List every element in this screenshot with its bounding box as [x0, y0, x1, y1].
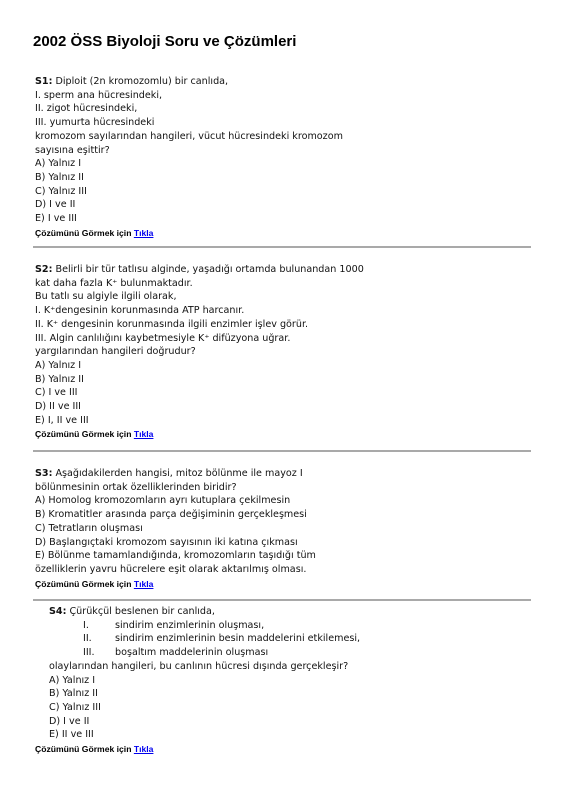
answer-option-d: D) I ve II: [49, 715, 90, 727]
question-4-item-2: II. sindirim enzimlerinin besin maddelerini etkilemesi,: [83, 633, 361, 645]
question-4-question: olaylarından hangileri, bu canlının hücresi dışında gerçekleşir?: [49, 660, 349, 672]
answer-option-a: A) Yalnız I: [49, 674, 96, 686]
answer-option-c: C) Yalnız III: [35, 185, 87, 197]
answer-option-b: B) Yalnız II: [35, 171, 84, 183]
answer-option-b: B) Yalnız II: [35, 373, 84, 385]
answer-option-c: C) I ve III: [35, 387, 78, 399]
question-2-line-4: I. K⁺dengesinin korunmasında ATP harcanır.: [35, 305, 245, 317]
answer-option-b: B) Yalnız II: [49, 688, 98, 700]
question-4-number: S4:: [49, 606, 67, 617]
question-4-item-1: I. sindirim enzimlerinin oluşması,: [83, 619, 265, 631]
answer-option-e: E) I, II ve III: [35, 414, 89, 426]
question-3-line-1: S3: Aşağıdakilerden hangisi, mitoz bölünme ile mayoz I: [35, 468, 303, 479]
divider: [33, 450, 531, 452]
question-1: [35, 75, 343, 239]
divider: [33, 599, 531, 601]
answer-option-d: D) II ve III: [35, 401, 82, 413]
question-3-number: S3:: [35, 468, 53, 479]
question-2-line-2: kat daha fazla K⁺ bulunmaktadır.: [35, 277, 193, 289]
question-2-number: S2:: [35, 264, 53, 275]
answer-option-a: A) Yalnız I: [35, 158, 82, 170]
question-2-line-7: yargılarından hangileri doğrudur?: [35, 346, 196, 358]
question-3: [35, 467, 316, 590]
solution-link[interactable]: Tıkla: [133, 429, 154, 440]
answer-option-e: E) II ve III: [49, 729, 94, 741]
answer-option-b: B) Kromatitler arasında parça değişiminin gerçekleşmesi: [35, 509, 307, 521]
solution-link[interactable]: Tıkla: [133, 744, 154, 755]
question-1-line-2: I. sperm ana hücresindeki,: [35, 89, 163, 101]
question-1-line-1: S1: Diploit (2n kromozomlu) bir canlıda,: [35, 76, 229, 87]
solution-row: Çözümünü Görmek için Tıkla: [35, 227, 154, 238]
answer-option-e: E) I ve III: [35, 213, 77, 225]
question-3-line-2: bölünmesinin ortak özelliklerinden biridir?: [35, 481, 237, 493]
question-2-line-3: Bu tatlı su algiyle ilgili olarak,: [35, 291, 177, 303]
question-2: [35, 263, 364, 440]
question-4: [35, 605, 360, 755]
question-4-item-3: III. boşaltım maddelerinin oluşması: [83, 647, 269, 659]
answer-option-c: C) Yalnız III: [49, 701, 101, 713]
solution-link[interactable]: Tıkla: [133, 578, 154, 589]
question-1-line-6: sayısına eşittir?: [35, 144, 110, 156]
question-1-line-5: kromozom sayılarından hangileri, vücut hücresindeki kromozom: [35, 130, 343, 142]
answer-option-d: D) Başlangıçtaki kromozom sayısının iki katına çıkması: [35, 536, 298, 548]
question-2-line-6: III. Algin canlılığını kaybetmesiyle K⁺ difüzyona uğrar.: [35, 332, 291, 344]
solution-link[interactable]: Tıkla: [133, 227, 154, 238]
page-title: 2002 ÖSS Biyoloji Soru ve Çözümleri: [33, 33, 297, 50]
answer-option-c: C) Tetratların oluşması: [35, 522, 143, 534]
solution-row: Çözümünü Görmek için Tıkla: [35, 429, 154, 440]
answer-option-a: A) Homolog kromozomların ayrı kutuplara çekilmesin: [35, 495, 291, 507]
solution-row: Çözümünü Görmek için Tıkla: [35, 578, 154, 589]
divider: [33, 246, 531, 248]
question-1-number: S1:: [35, 76, 53, 87]
answer-option-a: A) Yalnız I: [35, 359, 82, 371]
question-2-line-1: S2: Belirli bir tür tatlısu alginde, yaşadığı ortamda bulunandan 1000: [35, 264, 364, 275]
solution-row: Çözümünü Görmek için Tıkla: [35, 744, 154, 755]
question-1-line-3: II. zigot hücresindeki,: [35, 103, 138, 115]
question-2-line-5: II. K⁺ dengesinin korunmasında ilgili enzimler işlev görür.: [35, 318, 309, 330]
question-4-line-1: S4: Çürükçül beslenen bir canlıda,: [49, 606, 215, 617]
answer-option-e-continued: özelliklerin yavru hücrelere eşit olarak aktarılmış olması.: [35, 563, 307, 575]
answer-option-e: E) Bölünme tamamlandığında, kromozomların taşıdığı tüm: [35, 550, 316, 562]
question-1-line-4: III. yumurta hücresindeki: [35, 117, 155, 129]
answer-option-d: D) I ve II: [35, 199, 76, 211]
